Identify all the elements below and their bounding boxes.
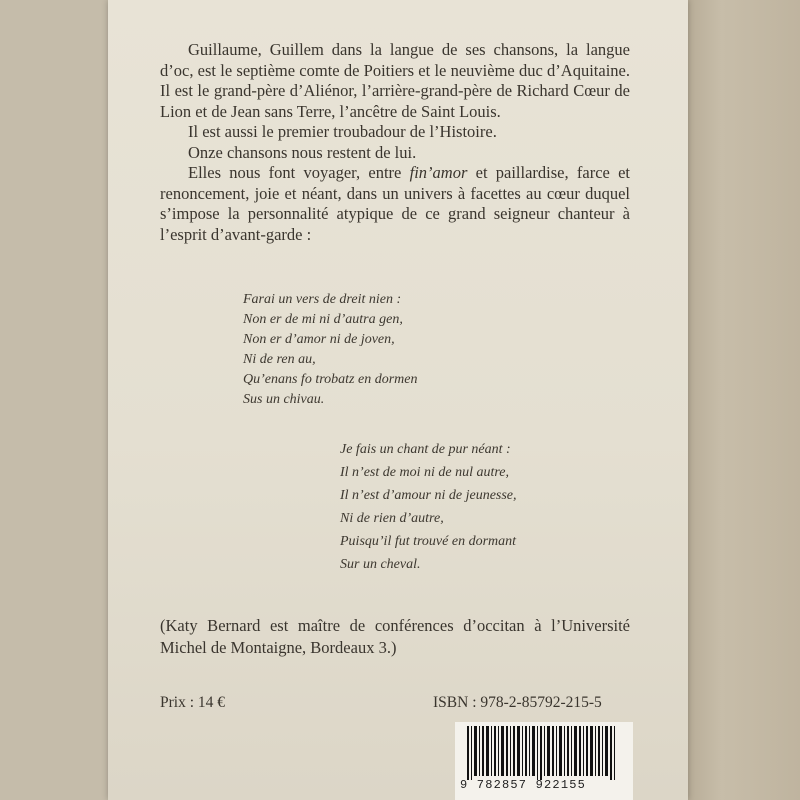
poem-line: Je fais un chant de pur néant : [340, 442, 511, 457]
poem-line: Ni de ren au, [243, 352, 316, 367]
intro-paragraph-1: Guillaume, Guillem dans la langue de ses chansons, la langue d’oc, est le septième comte de Poitiers et le neuvième duc d’Aquitaine. Il est le grand-père d’Aliénor, l’arrière-grand-père de Richard Cœur de Lion et de Jean sans Terre, l’ancêtre de Saint Louis. [160, 40, 630, 121]
book-spine-background [688, 0, 800, 800]
poem-line: Sus un chivau. [243, 392, 325, 407]
price-label: Prix : 14 € [160, 694, 226, 711]
intro-paragraph-2: Il est aussi le premier troubadour de l’Histoire. [188, 122, 497, 141]
barcode-digits: 9 782857 922155 [460, 778, 587, 792]
p4-text-before: Elles nous font voyager, entre [188, 163, 410, 182]
poem-line: Sur un cheval. [340, 557, 421, 572]
barcode-bars [455, 722, 633, 780]
intro-text [160, 40, 630, 245]
p4-text-after: et paillardise, farce et renoncement, joie et néant, dans un univers à facettes au cœur duquel s’impose la personnalité atypique de ce grand seigneur chanteur à l’esprit d’avant-garde : [160, 163, 631, 244]
poem-line: Puisqu’il fut trouvé en dormant [340, 534, 517, 549]
poem-line: Farai un vers de dreit nien : [243, 292, 402, 307]
poem-line: Il n’est d’amour ni de jeunesse, [340, 488, 517, 503]
poem-line: Non er d’amor ni de joven, [243, 332, 395, 347]
poem-occitan [243, 290, 417, 410]
poem-line: Non er de mi ni d’autra gen, [243, 312, 403, 327]
intro-paragraph-4 [160, 163, 630, 245]
poem-line: Ni de rien d’autre, [340, 511, 444, 526]
poem-french [340, 438, 517, 576]
author-note: (Katy Bernard est maître de conférences d’occitan à l’Université Michel de Montaigne, Bordeaux 3.) [160, 615, 630, 657]
poem-line: Il n’est de moi ni de nul autre, [340, 465, 510, 480]
isbn-label: ISBN : 978-2-85792-215-5 [433, 694, 602, 711]
poem-line: Qu’enans fo trobatz en dormen [243, 372, 418, 387]
intro-paragraph-3: Onze chansons nous restent de lui. [188, 142, 417, 162]
p4-italic-term: fin’amor [409, 163, 468, 182]
